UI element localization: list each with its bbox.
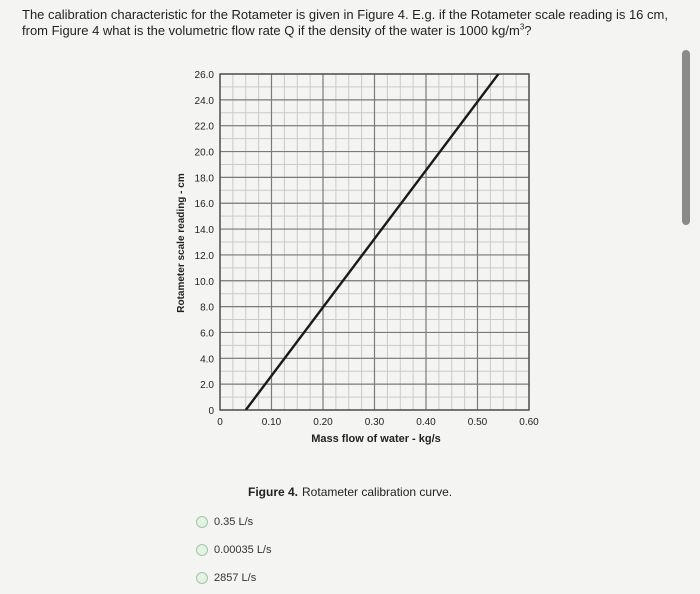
y-tick-label: 6.0 [200, 328, 214, 340]
y-tick-label: 24.0 [194, 95, 214, 107]
y-tick-label: 12.0 [194, 250, 214, 262]
y-tick-labels [195, 70, 215, 417]
y-tick-label: 18.0 [194, 173, 214, 185]
x-tick-label: 0 [217, 417, 223, 428]
option-label: 0.35 L/s [214, 516, 254, 528]
x-tick-label: 0.50 [467, 417, 488, 428]
radio-button[interactable] [196, 572, 208, 584]
y-tick-label: 4.0 [200, 354, 214, 366]
caption-text: Rotameter calibration curve. [302, 485, 453, 499]
y-axis-label: Rotameter scale reading - cm [176, 173, 187, 313]
question-superscript: 3 [519, 22, 525, 32]
y-tick-label: 10.0 [194, 276, 214, 288]
radio-button[interactable] [196, 516, 208, 528]
y-tick-label: 14.0 [194, 225, 214, 237]
x-tick-labels [217, 417, 539, 428]
y-tick-label: 26.0 [194, 70, 214, 81]
x-axis-label: Mass flow of water - kg/s [311, 433, 441, 445]
x-tick-label: 0.60 [519, 417, 539, 428]
scrollbar-thumb[interactable] [682, 50, 690, 225]
answer-option-1[interactable] [196, 514, 253, 530]
y-tick-label: 22.0 [194, 121, 214, 133]
y-tick-label: 16.0 [194, 199, 214, 211]
caption-lead: Figure 4. [248, 485, 299, 499]
answer-option-3[interactable] [196, 570, 256, 586]
x-tick-label: 0.20 [313, 417, 333, 428]
radio-button[interactable] [196, 544, 208, 556]
y-tick-label: 8.0 [200, 302, 214, 314]
x-tick-label: 0.40 [416, 417, 436, 428]
figure-caption [248, 485, 452, 499]
x-tick-label: 0.30 [364, 417, 385, 428]
y-tick-label: 0 [208, 406, 214, 417]
question-end: ? [524, 23, 532, 38]
option-label: 2857 L/s [214, 572, 257, 584]
y-tick-label: 20.0 [194, 147, 214, 159]
question-body: The calibration characteristic for the Rotameter is given in Figure 4. E.g. if the Rotameter scale reading is 16 cm, from Figure 4 what is the volumetric flow rate Q if the density of the water is 1000 kg/m [22, 7, 668, 38]
x-tick-label: 0.10 [261, 417, 282, 428]
option-label: 0.00035 L/s [214, 544, 272, 556]
answer-option-2[interactable] [196, 542, 272, 558]
y-tick-label: 2.0 [200, 380, 214, 392]
